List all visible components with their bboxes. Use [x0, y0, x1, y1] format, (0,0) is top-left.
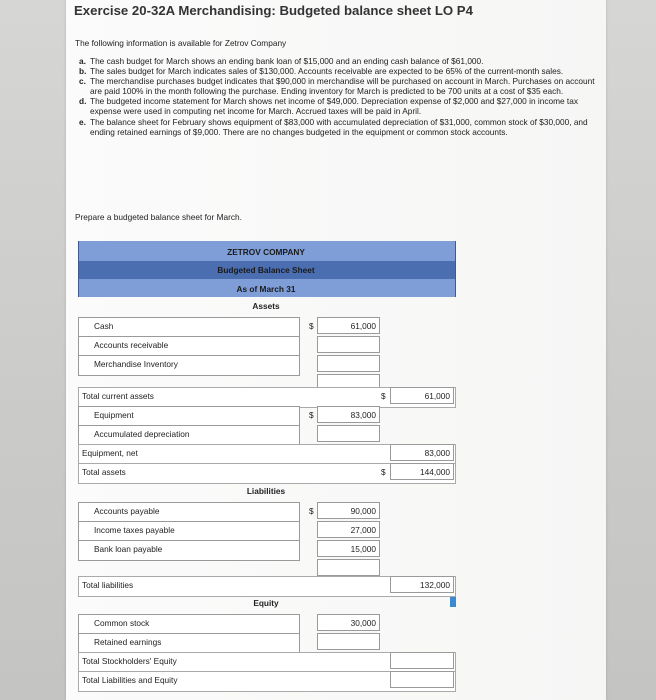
- table-row: [78, 614, 454, 633]
- row-label: Common stock: [94, 618, 150, 628]
- company-name: ZETROV COMPANY: [227, 247, 305, 257]
- instruction-text: Prepare a budgeted balance sheet for March.: [75, 212, 242, 222]
- row-label: Cash: [94, 321, 114, 331]
- income-taxes-payable-input[interactable]: 27,000: [317, 521, 380, 538]
- list-item: a. The cash budget for March shows an ending bank loan of $15,000 and an ending cash balance of $61,000.: [79, 56, 484, 66]
- bank-loan-payable-input[interactable]: 15,000: [317, 540, 380, 557]
- table-row: [78, 425, 454, 444]
- row-label: Retained earnings: [94, 637, 162, 647]
- table-row: [78, 387, 454, 406]
- equipment-net-input[interactable]: 83,000: [390, 444, 454, 461]
- equity-heading: Equity: [253, 598, 279, 608]
- cash-input[interactable]: 61,000: [317, 317, 380, 334]
- intro-text: The following information is available for Zetrov Company: [75, 38, 287, 48]
- total-current-assets-input[interactable]: 61,000: [390, 387, 454, 404]
- row-label: Total current assets: [82, 391, 154, 401]
- row-label: Total assets: [82, 467, 126, 477]
- statement-date: As of March 31: [236, 284, 296, 294]
- total-liabilities-equity-input[interactable]: [390, 671, 454, 688]
- retained-earnings-input[interactable]: [317, 633, 380, 650]
- blank-input[interactable]: [317, 559, 380, 576]
- row-label: Accounts payable: [94, 506, 160, 516]
- list-item: c. The merchandise purchases budget indicates that $90,000 in merchandise will be purchased on account in March. Purchases on account are paid 100% in the month following the purchase. Ending inventory for March is predicted to be 700 units at a cost of $35 each.: [79, 76, 595, 97]
- total-liabilities-input[interactable]: 132,000: [390, 576, 454, 593]
- row-label: Total Liabilities and Equity: [82, 675, 178, 685]
- assets-heading: Assets: [252, 301, 280, 311]
- information-list: [75, 56, 595, 137]
- row-label: Accumulated depreciation: [94, 429, 190, 439]
- currency-symbol: $: [381, 391, 386, 401]
- row-label: Bank loan payable: [94, 544, 163, 554]
- statement-name: Budgeted Balance Sheet: [217, 265, 315, 275]
- table-row: [78, 671, 454, 690]
- table-row: [78, 317, 454, 336]
- table-row: [78, 336, 454, 355]
- accumulated-depreciation-input[interactable]: [317, 425, 380, 442]
- table-row: [78, 652, 454, 671]
- worksheet-page: [66, 0, 606, 700]
- accounts-payable-input[interactable]: 90,000: [317, 502, 380, 519]
- accounts-receivable-input[interactable]: [317, 336, 380, 353]
- currency-symbol: $: [381, 467, 386, 477]
- table-row: [78, 355, 454, 374]
- currency-symbol: $: [309, 410, 314, 420]
- list-item: e. The balance sheet for February shows equipment of $83,000 with accumulated depreciation of $31,000, common stock of $30,000, and ending retained earnings of $9,000. There are no changes budgeted in the equipment or common stock accounts.: [79, 116, 588, 137]
- row-label: Income taxes payable: [94, 525, 175, 535]
- table-row: [78, 633, 454, 652]
- row-label: Equipment: [94, 410, 134, 420]
- table-row: [78, 540, 454, 559]
- list-item: d. The budgeted income statement for March shows net income of $49,000. Depreciation expense of $2,000 and $27,000 in income tax expense were used in computing net income for March. Accrued taxes will be paid in April.: [79, 96, 578, 117]
- equipment-input[interactable]: 83,000: [317, 406, 380, 423]
- liabilities-heading: Liabilities: [246, 486, 286, 496]
- currency-symbol: $: [309, 321, 314, 331]
- cursor-marker: [450, 597, 456, 607]
- currency-symbol: $: [309, 506, 314, 516]
- table-row: [78, 444, 454, 463]
- row-label: Total Stockholders' Equity: [82, 656, 177, 666]
- row-label: Equipment, net: [82, 448, 138, 458]
- table-row: [78, 463, 454, 482]
- row-label: Merchandise Inventory: [94, 359, 178, 369]
- inventory-input[interactable]: [317, 355, 380, 372]
- row-label: Total liabilities: [82, 580, 134, 590]
- table-row: [78, 576, 454, 595]
- exercise-title: Exercise 20-32A Merchandising: Budgeted balance sheet LO P4: [74, 3, 473, 18]
- row-label: Accounts receivable: [94, 340, 169, 350]
- total-stockholders-equity-input[interactable]: [390, 652, 454, 669]
- common-stock-input[interactable]: 30,000: [317, 614, 380, 631]
- balance-sheet: [78, 241, 454, 700]
- table-row: [78, 521, 454, 540]
- total-assets-input[interactable]: 144,000: [390, 463, 454, 480]
- table-row: [78, 502, 454, 521]
- list-item: b. The sales budget for March indicates sales of $130,000. Accounts receivable are expected to be 65% of the current-month sales.: [79, 66, 564, 77]
- table-row: [78, 406, 454, 425]
